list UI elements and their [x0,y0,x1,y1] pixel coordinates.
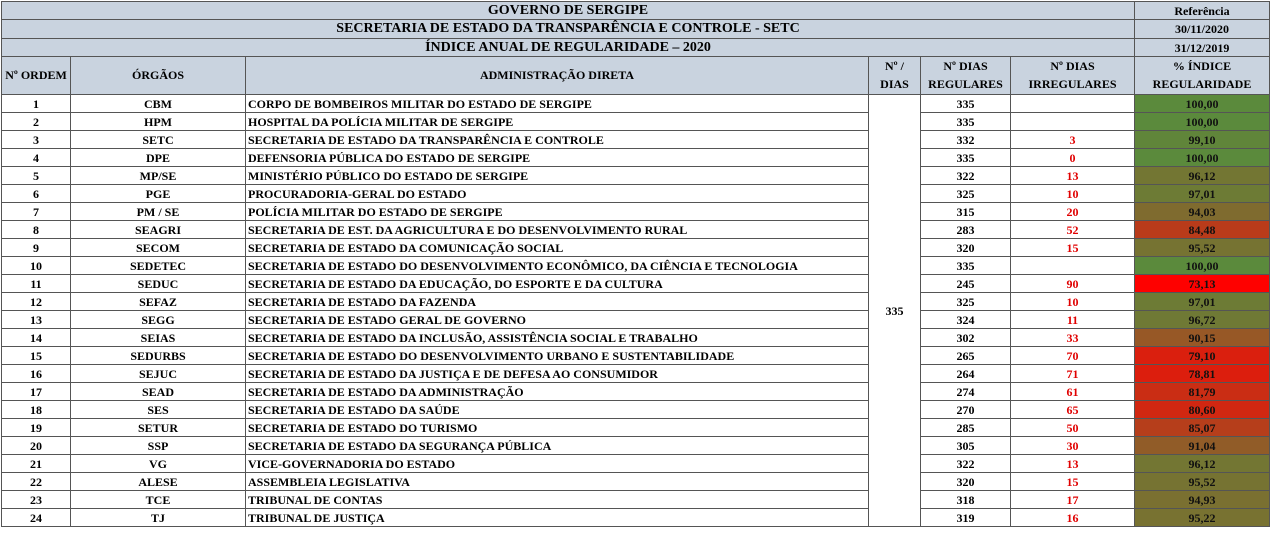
table-row [2,509,1270,527]
col-header-indice [1135,57,1270,95]
col-header-dias-l1: Nº / [885,59,904,74]
table-row [2,455,1270,473]
row-orgao-sigla: SEIAS [71,329,246,347]
row-ordem: 24 [2,509,71,527]
row-orgao-sigla: SECOM [71,239,246,257]
row-dias-irregulares: 15 [1011,473,1135,491]
row-dias-irregulares: 52 [1011,221,1135,239]
row-dias-regulares: 305 [921,437,1011,455]
row-dias-regulares: 335 [921,257,1011,275]
row-dias-irregulares: 71 [1011,365,1135,383]
row-indice-regularidade: 95,52 [1135,239,1270,257]
row-dias-irregulares: 20 [1011,203,1135,221]
row-orgao-nome: PROCURADORIA-GERAL DO ESTADO [246,185,869,203]
row-ordem: 12 [2,293,71,311]
row-ordem: 5 [2,167,71,185]
table-row [2,113,1270,131]
row-orgao-nome: SECRETARIA DE ESTADO DA INCLUSÃO, ASSISTÊNCIA SOCIAL E TRABALHO [246,329,869,347]
table-row [2,383,1270,401]
row-orgao-sigla: SEGG [71,311,246,329]
col-header-irregulares-l1: Nº DIAS [1050,59,1095,74]
row-indice-regularidade: 78,81 [1135,365,1270,383]
header-title: GOVERNO DE SERGIPE [2,2,1135,20]
row-orgao-nome: SECRETARIA DE ESTADO DA SEGURANÇA PÚBLICA [246,437,869,455]
row-dias-regulares: 285 [921,419,1011,437]
row-indice-regularidade: 100,00 [1135,95,1270,113]
col-header-ordem: Nº ORDEM [2,57,71,95]
row-indice-regularidade: 96,72 [1135,311,1270,329]
row-dias-regulares: 320 [921,239,1011,257]
row-dias-regulares: 322 [921,167,1011,185]
row-orgao-sigla: TJ [71,509,246,527]
row-indice-regularidade: 73,13 [1135,275,1270,293]
row-dias-irregulares: 15 [1011,239,1135,257]
table-row [2,329,1270,347]
row-orgao-nome: MINISTÉRIO PÚBLICO DO ESTADO DE SERGIPE [246,167,869,185]
row-dias-irregulares: 0 [1011,149,1135,167]
row-indice-regularidade: 96,12 [1135,167,1270,185]
table-row [2,239,1270,257]
row-orgao-nome: TRIBUNAL DE CONTAS [246,491,869,509]
table-row [2,203,1270,221]
col-header-orgaos: ÓRGÃOS [71,57,246,95]
table-row [2,437,1270,455]
row-dias-irregulares: 30 [1011,437,1135,455]
row-ordem: 19 [2,419,71,437]
row-dias-regulares: 318 [921,491,1011,509]
col-header-regulares-l1: Nº DIAS [943,59,988,74]
total-dias-cell: 335 [869,95,921,527]
row-indice-regularidade: 84,48 [1135,221,1270,239]
row-indice-regularidade: 80,60 [1135,401,1270,419]
row-orgao-sigla: CBM [71,95,246,113]
table-row [2,167,1270,185]
row-orgao-nome: SECRETARIA DE EST. DA AGRICULTURA E DO DESENVOLVIMENTO RURAL [246,221,869,239]
row-orgao-nome: POLÍCIA MILITAR DO ESTADO DE SERGIPE [246,203,869,221]
row-orgao-sigla: SSP [71,437,246,455]
row-indice-regularidade: 94,03 [1135,203,1270,221]
row-orgao-nome: SECRETARIA DE ESTADO DO TURISMO [246,419,869,437]
row-orgao-nome: VICE-GOVERNADORIA DO ESTADO [246,455,869,473]
row-dias-regulares: 335 [921,149,1011,167]
row-dias-regulares: 245 [921,275,1011,293]
regularity-table [1,1,1270,527]
row-orgao-nome: SECRETARIA DE ESTADO DA TRANSPARÊNCIA E CONTROLE [246,131,869,149]
row-ordem: 2 [2,113,71,131]
row-orgao-sigla: SEAD [71,383,246,401]
row-orgao-nome: CORPO DE BOMBEIROS MILITAR DO ESTADO DE SERGIPE [246,95,869,113]
row-dias-regulares: 270 [921,401,1011,419]
row-dias-regulares: 264 [921,365,1011,383]
header-subtitle: SECRETARIA DE ESTADO DA TRANSPARÊNCIA E CONTROLE - SETC [2,20,1135,39]
table-row [2,131,1270,149]
row-ordem: 1 [2,95,71,113]
col-header-indice-l1: % ÍNDICE [1172,59,1232,74]
row-orgao-nome: SECRETARIA DE ESTADO DA FAZENDA [246,293,869,311]
row-orgao-sigla: SES [71,401,246,419]
row-dias-regulares: 319 [921,509,1011,527]
header-index-title: ÍNDICE ANUAL DE REGULARIDADE – 2020 [2,39,1135,57]
col-header-dias [869,57,921,95]
row-ordem: 18 [2,401,71,419]
row-indice-regularidade: 95,22 [1135,509,1270,527]
row-orgao-nome: DEFENSORIA PÚBLICA DO ESTADO DE SERGIPE [246,149,869,167]
row-dias-regulares: 302 [921,329,1011,347]
table-row [2,347,1270,365]
row-ordem: 21 [2,455,71,473]
table-row [2,275,1270,293]
row-orgao-sigla: SEAGRI [71,221,246,239]
row-indice-regularidade: 100,00 [1135,149,1270,167]
reference-date-previous: 31/12/2019 [1135,39,1270,57]
row-dias-regulares: 335 [921,95,1011,113]
table-row [2,473,1270,491]
row-dias-irregulares: 10 [1011,185,1135,203]
row-orgao-nome: SECRETARIA DE ESTADO DA JUSTIÇA E DE DEFESA AO CONSUMIDOR [246,365,869,383]
row-dias-irregulares: 70 [1011,347,1135,365]
row-orgao-nome: SECRETARIA DE ESTADO DO DESENVOLVIMENTO URBANO E SUSTENTABILIDADE [246,347,869,365]
row-orgao-sigla: SEDURBS [71,347,246,365]
row-ordem: 3 [2,131,71,149]
col-header-dias-l2: DIAS [880,76,909,91]
table-row [2,95,1270,113]
row-dias-regulares: 335 [921,113,1011,131]
col-header-regulares [921,57,1011,95]
row-orgao-nome: ASSEMBLEIA LEGISLATIVA [246,473,869,491]
col-header-administracao: ADMINISTRAÇÃO DIRETA [246,57,869,95]
row-dias-regulares: 265 [921,347,1011,365]
row-dias-regulares: 320 [921,473,1011,491]
row-orgao-nome: SECRETARIA DE ESTADO DO DESENVOLVIMENTO ECONÔMICO, DA CIÊNCIA E TECNOLOGIA [246,257,869,275]
col-header-irregulares [1011,57,1135,95]
row-indice-regularidade: 81,79 [1135,383,1270,401]
row-orgao-sigla: SETC [71,131,246,149]
table-row [2,491,1270,509]
table-row [2,311,1270,329]
row-indice-regularidade: 85,07 [1135,419,1270,437]
row-orgao-sigla: HPM [71,113,246,131]
row-dias-regulares: 283 [921,221,1011,239]
row-dias-regulares: 325 [921,293,1011,311]
row-ordem: 14 [2,329,71,347]
row-ordem: 15 [2,347,71,365]
row-ordem: 8 [2,221,71,239]
row-ordem: 7 [2,203,71,221]
row-dias-irregulares: 65 [1011,401,1135,419]
row-dias-irregulares: 13 [1011,455,1135,473]
row-dias-irregulares: 11 [1011,311,1135,329]
row-indice-regularidade: 95,52 [1135,473,1270,491]
row-ordem: 23 [2,491,71,509]
row-indice-regularidade: 90,15 [1135,329,1270,347]
row-dias-regulares: 332 [921,131,1011,149]
row-orgao-sigla: MP/SE [71,167,246,185]
row-indice-regularidade: 94,93 [1135,491,1270,509]
row-indice-regularidade: 100,00 [1135,257,1270,275]
reference-date-current: 30/11/2020 [1135,20,1270,39]
row-indice-regularidade: 97,01 [1135,185,1270,203]
row-ordem: 10 [2,257,71,275]
row-dias-irregulares: 3 [1011,131,1135,149]
col-header-regulares-l2: REGULARES [928,76,1003,91]
table-row [2,221,1270,239]
row-dias-irregulares: 17 [1011,491,1135,509]
row-dias-irregulares [1011,257,1135,275]
row-orgao-nome: SECRETARIA DE ESTADO GERAL DE GOVERNO [246,311,869,329]
row-dias-regulares: 315 [921,203,1011,221]
row-indice-regularidade: 100,00 [1135,113,1270,131]
row-dias-irregulares [1011,113,1135,131]
row-orgao-sigla: SEDUC [71,275,246,293]
row-orgao-sigla: SEFAZ [71,293,246,311]
row-indice-regularidade: 96,12 [1135,455,1270,473]
row-orgao-nome: SECRETARIA DE ESTADO DA SAÚDE [246,401,869,419]
table-row [2,149,1270,167]
table-row [2,419,1270,437]
row-dias-irregulares: 61 [1011,383,1135,401]
row-ordem: 16 [2,365,71,383]
row-dias-irregulares: 50 [1011,419,1135,437]
row-dias-irregulares: 13 [1011,167,1135,185]
col-header-irregulares-l2: IRREGULARES [1028,76,1117,91]
row-dias-regulares: 324 [921,311,1011,329]
row-ordem: 11 [2,275,71,293]
row-dias-irregulares [1011,95,1135,113]
row-orgao-sigla: ALESE [71,473,246,491]
row-ordem: 13 [2,311,71,329]
row-indice-regularidade: 79,10 [1135,347,1270,365]
row-ordem: 22 [2,473,71,491]
row-ordem: 4 [2,149,71,167]
row-orgao-sigla: SEJUC [71,365,246,383]
row-indice-regularidade: 97,01 [1135,293,1270,311]
row-orgao-nome: HOSPITAL DA POLÍCIA MILITAR DE SERGIPE [246,113,869,131]
table-row [2,185,1270,203]
row-dias-irregulares: 33 [1011,329,1135,347]
row-ordem: 9 [2,239,71,257]
reference-label: Referência [1135,2,1270,20]
table-row [2,293,1270,311]
table-row [2,365,1270,383]
row-orgao-sigla: SEDETEC [71,257,246,275]
row-dias-regulares: 322 [921,455,1011,473]
table-row [2,257,1270,275]
row-orgao-sigla: DPE [71,149,246,167]
row-orgao-sigla: PM / SE [71,203,246,221]
row-orgao-sigla: VG [71,455,246,473]
row-dias-irregulares: 16 [1011,509,1135,527]
row-orgao-sigla: PGE [71,185,246,203]
row-dias-regulares: 274 [921,383,1011,401]
row-orgao-nome: SECRETARIA DE ESTADO DA COMUNICAÇÃO SOCIAL [246,239,869,257]
row-dias-irregulares: 10 [1011,293,1135,311]
row-orgao-sigla: TCE [71,491,246,509]
row-indice-regularidade: 99,10 [1135,131,1270,149]
row-orgao-nome: TRIBUNAL DE JUSTIÇA [246,509,869,527]
row-dias-regulares: 325 [921,185,1011,203]
table-row [2,401,1270,419]
col-header-indice-l2: REGULARIDADE [1152,76,1252,91]
row-dias-irregulares: 90 [1011,275,1135,293]
row-ordem: 20 [2,437,71,455]
row-orgao-sigla: SETUR [71,419,246,437]
row-ordem: 6 [2,185,71,203]
row-orgao-nome: SECRETARIA DE ESTADO DA ADMINISTRAÇÃO [246,383,869,401]
row-ordem: 17 [2,383,71,401]
row-indice-regularidade: 91,04 [1135,437,1270,455]
row-orgao-nome: SECRETARIA DE ESTADO DA EDUCAÇÃO, DO ESPORTE E DA CULTURA [246,275,869,293]
